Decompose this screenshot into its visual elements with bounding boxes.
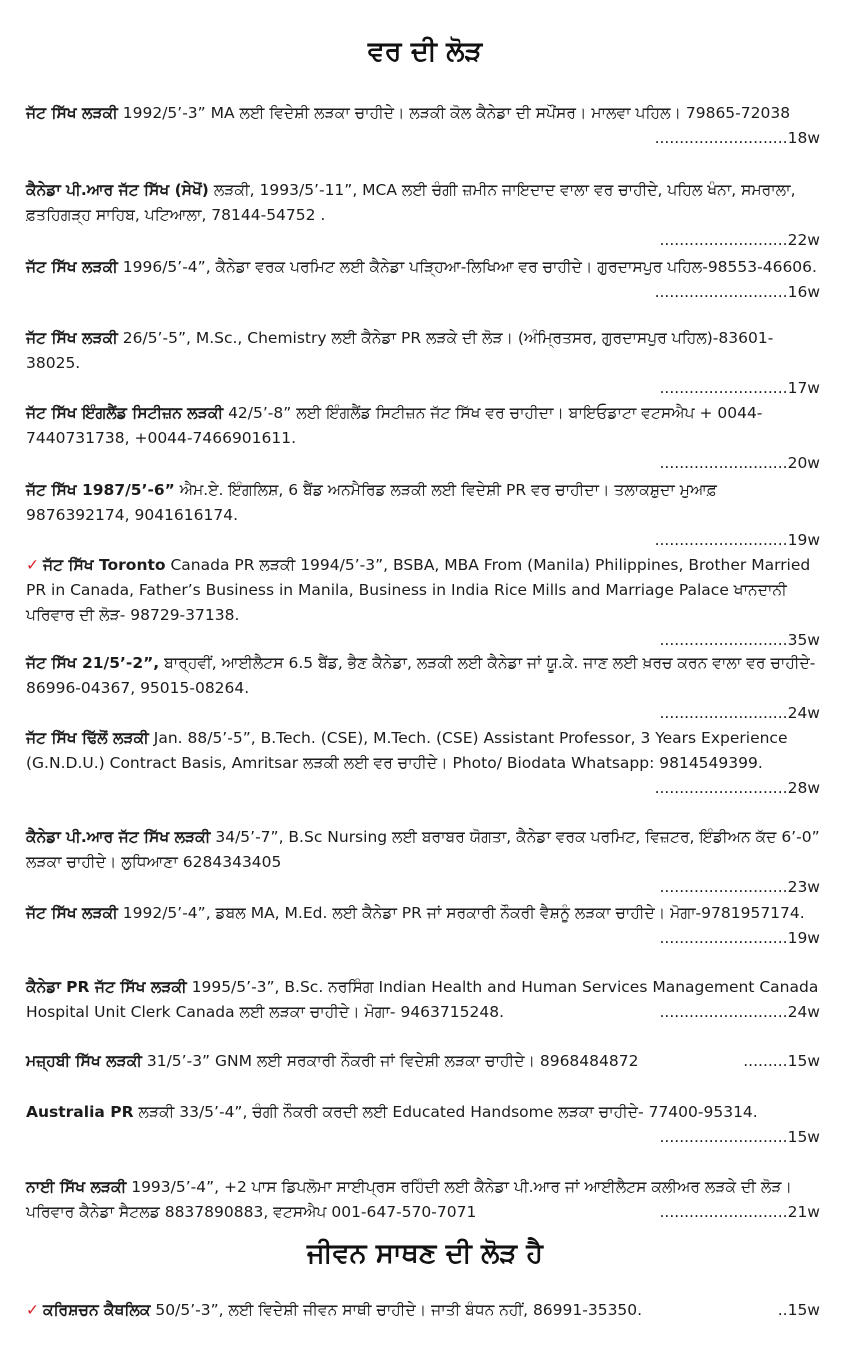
ad-lead: ਜੱਟ ਸਿੱਖ ਲੜਕੀ	[26, 329, 118, 347]
ad-code: ...........................19w	[654, 531, 820, 549]
ad-lead: ਜੱਟ ਸਿੱਖ ਢਿੱਲੋਂ ਲੜਕੀ	[26, 729, 149, 747]
ad-code: ..........................24w	[659, 1003, 820, 1021]
ad-text: Canada PR ਲੜਕੀ 1994/5’-3”, BSBA, MBA From (Manila) Philippines, Brother Married PR in Canada, Father’s Business in Manila, Business in India Rice Mills and Marriage Palace ਖਾਨਦਾਨੀ ਪਰਿਵਾਰ ਦੀ ਲੋੜ- 98729-37138.	[26, 556, 811, 624]
ad-text: 31/5’-3” GNM ਲਈ ਸਰਕਾਰੀ ਨੌਕਰੀ ਜਾਂ ਵਿਦੇਸ਼ੀ ਲੜਕਾ ਚਾਹੀਦੇ। 8968484872	[141, 1052, 639, 1070]
ad-text: Jan. 88/5’-5”, B.Tech. (CSE), M.Tech. (CSE) Assistant Professor, 3 Years Experience (G.N.D.U.) Contract Basis, Amritsar ਲੜਕੀ ਲਈ ਵਰ ਚਾਹੀਦੇ। Photo/ Biodata Whatsapp: 9814549399.	[26, 729, 788, 772]
ad-code: ..........................19w	[659, 929, 820, 947]
ad-code: ...........................28w	[654, 779, 820, 797]
ad-code: ..........................17w	[659, 379, 820, 397]
ad-lead: ਜੱਟ ਸਿੱਖ ਲੜਕੀ	[26, 258, 118, 276]
ad-9	[26, 825, 820, 900]
check-icon: ✓	[26, 1301, 39, 1319]
ad-10	[26, 901, 820, 951]
ad-text: 1993/5’-4”, +2 ਪਾਸ ਡਿਪਲੋਮਾ ਸਾਈਪ੍ਰਸ ਰਹਿੰਦੀ ਲਈ ਕੈਨੇਡਾ ਪੀ.ਆਰ ਜਾਂ ਆਈਲੈਟਸ ਕਲੀਅਰ ਲੜਕੇ ਦੀ ਲੋੜ। ਪਰਿਵਾਰ ਕੈਨੇਡਾ ਸੈਟਲਡ 8837890883, ਵਟਸਐਪ 001-647-570-7071	[26, 1178, 792, 1221]
ad-text: 1996/5’-4”, ਕੈਨੇਡਾ ਵਰਕ ਪਰਮਿਟ ਲਈ ਕੈਨੇਡਾ ਪੜ੍ਹਿਆ-ਲਿਖਿਆ ਵਰ ਚਾਹੀਦੇ। ਗੁਰਦਾਸਪੁਰ ਪਹਿਲ-98553-46606.	[117, 258, 817, 276]
ad-11	[26, 975, 820, 1025]
ad-code: ..........................23w	[659, 878, 820, 896]
ad-text: 1992/5’-3” MA ਲਈ ਵਿਦੇਸ਼ੀ ਲੜਕਾ ਚਾਹੀਦੇ। ਲੜਕੀ ਕੋਲ ਕੈਨੇਡਾ ਦੀ ਸਪੌਂਸਰ। ਮਾਲਵਾ ਪਹਿਲ। 79865-72038	[117, 104, 791, 122]
ad-0	[26, 101, 820, 151]
ad-code: ..........................15w	[659, 1128, 820, 1146]
section-heading-groom-wanted: ਵਰ ਦੀ ਲੋੜ	[367, 36, 483, 67]
ad-lead: ਮਜ਼੍ਹਬੀ ਸਿੱਖ ਲੜਕੀ	[26, 1052, 142, 1070]
check-icon: ✓	[26, 556, 39, 574]
ad-lead: ਕਰਿਸ਼ਚਨ ਕੈਥਲਿਕ	[43, 1301, 151, 1319]
section-heading-bride-wanted: ਜੀਵਨ ਸਾਥਣ ਦੀ ਲੋੜ ਹੈ	[307, 1238, 543, 1269]
ad-text: 34/5’-7”, B.Sc Nursing ਲਈ ਬਰਾਬਰ ਯੋਗਤਾ, ਕੈਨੇਡਾ ਵਰਕ ਪਰਮਿਟ, ਵਿਜ਼ਟਰ, ਇੰਡੀਅਨ ਕੱਦ 6’-0” ਲੜਕਾ ਚਾਹੀਦੇ। ਲੁਧਿਆਣਾ 6284343405	[26, 828, 820, 871]
ad-12	[26, 1049, 820, 1074]
ad-code: ..........................20w	[659, 454, 820, 472]
bride-ad-0	[26, 1298, 820, 1323]
ad-code: ..........................35w	[659, 631, 820, 649]
ad-14	[26, 1175, 820, 1225]
ad-3	[26, 326, 820, 401]
ad-5	[26, 478, 820, 553]
ad-lead: ਜੱਟ ਸਿੱਖ ਲੜਕੀ	[26, 904, 118, 922]
ad-code: ..........................21w	[659, 1203, 820, 1221]
ad-6	[26, 553, 820, 653]
ad-4	[26, 401, 820, 476]
ad-code: ...........................16w	[654, 283, 820, 301]
ad-text: 26/5’-5”, M.Sc., Chemistry ਲਈ ਕੈਨੇਡਾ PR ਲੜਕੇ ਦੀ ਲੋੜ। (ਅੰਮ੍ਰਿਤਸਰ, ਗੁਰਦਾਸਪੁਰ ਪਹਿਲ)-83601-38025.	[26, 329, 774, 372]
ad-lead: Australia PR	[26, 1103, 134, 1121]
ad-text: 1995/5’-3”, B.Sc. ਨਰਸਿੰਗ Indian Health and Human Services Management Canada Hospital Unit Clerk Canada ਲਈ ਲੜਕਾ ਚਾਹੀਦੇ। ਮੋਗਾ- 9463715248.	[26, 978, 819, 1021]
ad-lead: ਕੈਨੇਡਾ ਪੀ.ਆਰ ਜੱਟ ਸਿੱਖ ਲੜਕੀ	[26, 828, 211, 846]
ad-13	[26, 1100, 820, 1150]
ad-1	[26, 178, 820, 253]
ad-text: ਬਾਰ੍ਹਵੀਂ, ਆਈਲੈਟਸ 6.5 ਬੈਂਡ, ਭੈਣ ਕੈਨੇਡਾ, ਲੜਕੀ ਲਈ ਕੈਨੇਡਾ ਜਾਂ ਯੂ.ਕੇ. ਜਾਣ ਲਈ ਖ਼ਰਚ ਕਰਨ ਵਾਲਾ ਵਰ ਚਾਹੀਦੇ- 86996-04367, 95015-08264.	[26, 654, 816, 697]
ad-text: ਲੜਕੀ 33/5’-4”, ਚੰਗੀ ਨੌਕਰੀ ਕਰਦੀ ਲਈ Educated Handsome ਲੜਕਾ ਚਾਹੀਦੇ- 77400-95314.	[133, 1103, 758, 1121]
ad-code: ..........................22w	[659, 231, 820, 249]
ad-text: ਐਮ.ਏ. ਇੰਗਲਿਸ਼, 6 ਬੈਂਡ ਅਨਮੈਰਿਡ ਲੜਕੀ ਲਈ ਵਿਦੇਸ਼ੀ PR ਵਰ ਚਾਹੀਦਾ। ਤਲਾਕਸ਼ੁਦਾ ਮੁਆਫ਼ 9876392174, 9041616174.	[26, 481, 717, 524]
ad-lead: ਕੈਨੇਡਾ ਪੀ.ਆਰ ਜੱਟ ਸਿੱਖ (ਸੇਖੋਂ)	[26, 181, 209, 199]
ad-lead: ਕੈਨੇਡਾ PR ਜੱਟ ਸਿੱਖ ਲੜਕੀ	[26, 978, 187, 996]
ad-lead: ਨਾਈ ਸਿੱਖ ਲੜਕੀ	[26, 1178, 127, 1196]
ad-8	[26, 726, 820, 801]
ad-text: 42/5’-8” ਲਈ ਇੰਗਲੈਂਡ ਸਿਟੀਜ਼ਨ ਜੱਟ ਸਿੱਖ ਵਰ ਚਾਹੀਦਾ। ਬਾਇਓਡਾਟਾ ਵਟਸਐਪ + 0044-7440731738, +0044-7466901611.	[26, 404, 763, 447]
ad-text: 1992/5’-4”, ਡਬਲ MA, M.Ed. ਲਈ ਕੈਨੇਡਾ PR ਜਾਂ ਸਰਕਾਰੀ ਨੌਕਰੀ ਵੈਸ਼ਨੂੰ ਲੜਕਾ ਚਾਹੀਦੇ। ਮੋਗਾ-9781957174.	[117, 904, 805, 922]
ad-code: ..15w	[777, 1301, 820, 1319]
ad-lead: ਜੱਟ ਸਿੱਖ 1987/5’-6”	[26, 481, 175, 499]
ad-code: ...........................18w	[654, 129, 820, 147]
ad-text: ਲੜਕੀ, 1993/5’-11”, MCA ਲਈ ਚੰਗੀ ਜ਼ਮੀਨ ਜਾਇਦਾਦ ਵਾਲਾ ਵਰ ਚਾਹੀਦੇ, ਪਹਿਲ ਖੰਨਾ, ਸਮਰਾਲਾ, ਫ਼ਤਹਿਗੜ੍ਹ ਸਾਹਿਬ, ਪਟਿਆਲਾ, 78144-54752 .	[26, 181, 796, 224]
ad-code: .........15w	[743, 1052, 820, 1070]
ad-code: ..........................24w	[659, 704, 820, 722]
ad-lead: ਜੱਟ ਸਿੱਖ ਲੜਕੀ	[26, 104, 118, 122]
ad-2	[26, 255, 820, 305]
ad-7	[26, 651, 820, 726]
ad-text: 50/5’-3”, ਲਈ ਵਿਦੇਸ਼ੀ ਜੀਵਨ ਸਾਥੀ ਚਾਹੀਦੇ। ਜਾਤੀ ਬੰਧਨ ਨਹੀਂ, 86991-35350.	[150, 1301, 643, 1319]
ad-lead: ਜੱਟ ਸਿੱਖ Toronto	[43, 556, 166, 574]
ad-lead: ਜੱਟ ਸਿੱਖ ਇੰਗਲੈਂਡ ਸਿਟੀਜ਼ਨ ਲੜਕੀ	[26, 404, 224, 422]
ad-lead: ਜੱਟ ਸਿੱਖ 21/5’-2”,	[26, 654, 160, 672]
